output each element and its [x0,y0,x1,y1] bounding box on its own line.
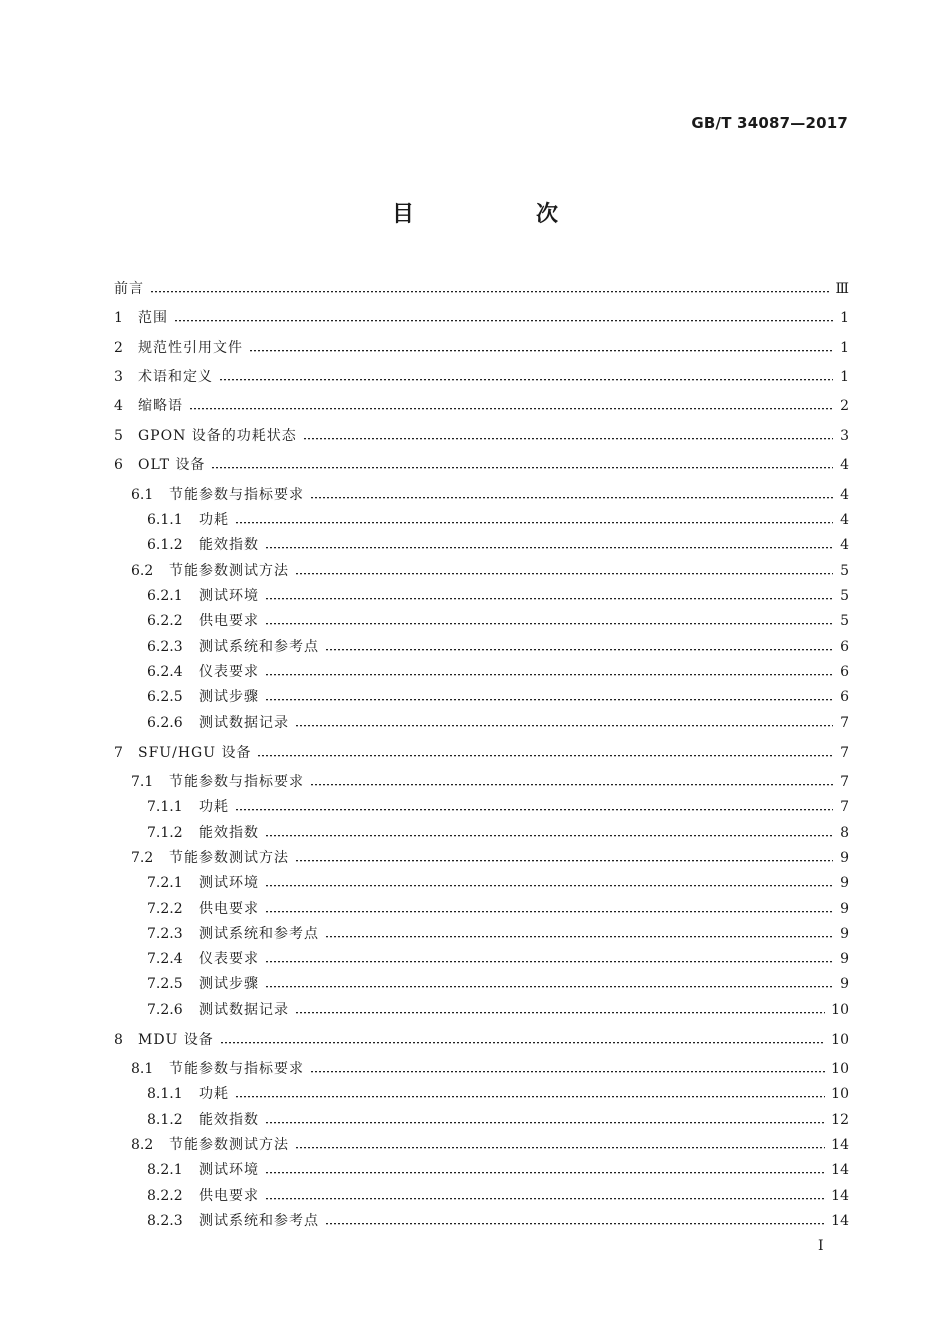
toc-entry-number: 4 [114,398,123,414]
toc-entry-page: 1 [840,369,849,385]
toc-entry-title: GPON 设备的功耗状态 [138,428,297,444]
toc-leader-dots [235,522,833,525]
toc-entry-title: 节能参数与指标要求 [169,774,304,790]
toc-entry-title: 术语和定义 [138,369,213,385]
toc-entry-title: 前言 [114,281,144,297]
toc-entry[interactable] [147,873,849,893]
toc-entry-page: 14 [831,1137,849,1153]
toc-entry-page: 1 [840,310,849,326]
toc-entry-number: 7.2.3 [147,926,183,942]
toc-entry-title: 能效指数 [199,825,259,841]
toc-entry-page: 9 [840,951,849,967]
toc-entry[interactable] [114,743,849,763]
toc-entry-number: 8.2.2 [147,1188,183,1204]
toc-entry[interactable] [131,561,849,581]
toc-entry[interactable] [114,426,849,446]
toc-entry-title: 供电要求 [199,901,259,917]
toc-leader-dots [265,699,833,702]
toc-entry-title: 规范性引用文件 [138,340,243,356]
toc-entry[interactable] [114,396,849,416]
toc-leader-dots [220,1042,825,1045]
toc-entry-title: 能效指数 [199,537,259,553]
toc-entry-title: 缩略语 [138,398,183,414]
toc-entry[interactable] [147,1084,849,1104]
toc-entry[interactable] [131,848,849,868]
toc-leader-dots [325,936,833,939]
toc-entry-page: 8 [840,825,849,841]
toc-leader-dots [265,885,833,888]
toc-entry[interactable] [114,279,849,299]
toc-leader-dots [174,320,833,323]
toc-leader-dots [310,1071,825,1074]
toc-entry-number: 7.2 [131,850,154,866]
toc-entry[interactable] [147,662,849,682]
toc-entry-page: 9 [840,901,849,917]
toc-entry[interactable] [131,1135,849,1155]
toc-entry[interactable] [114,308,849,328]
toc-entry-page: 1 [840,340,849,356]
toc-entry[interactable] [114,338,849,358]
toc-entry-title: 测试环境 [199,875,259,891]
toc-entry-number: 7.2.4 [147,951,183,967]
toc-entry-title: 测试数据记录 [199,715,289,731]
toc-entry[interactable] [147,637,849,657]
toc-entry-title: 测试数据记录 [199,1002,289,1018]
toc-entry-page: 7 [840,745,849,761]
toc-entry[interactable] [147,1110,849,1130]
toc-entry-page: 7 [840,715,849,731]
toc-entry-title: 节能参数与指标要求 [169,1061,304,1077]
toc-leader-dots [295,725,833,728]
toc-entry-page: 4 [840,537,849,553]
toc-entry[interactable] [147,611,849,631]
toc-leader-dots [265,1122,825,1125]
toc-leader-dots [295,860,833,863]
toc-entry-page: 4 [840,512,849,528]
toc-entry-number: 7.2.5 [147,976,183,992]
toc-leader-dots [295,573,833,576]
toc-leader-dots [265,986,833,989]
toc-entry-number: 7.2.2 [147,901,183,917]
toc-entry-number: 6.1.1 [147,512,183,528]
toc-leader-dots [310,784,833,787]
toc-entry-title: 仪表要求 [199,664,259,680]
toc-entry-page: 10 [831,1061,849,1077]
toc-entry-number: 6.2.6 [147,715,183,731]
toc-entry-number: 8 [114,1032,123,1048]
toc-entry-number: 2 [114,340,123,356]
toc-entry-number: 8.1 [131,1061,154,1077]
toc-entry[interactable] [131,485,849,505]
toc-leader-dots [189,408,833,411]
toc-leader-dots [265,623,833,626]
toc-entry-page: 12 [831,1112,849,1128]
toc-entry-title: 节能参数测试方法 [169,1137,289,1153]
toc-entry[interactable] [147,1160,849,1180]
toc-leader-dots [249,350,833,353]
toc-leader-dots [235,809,833,812]
toc-entry[interactable] [147,924,849,944]
toc-entry-page: 4 [840,487,849,503]
toc-leader-dots [265,674,833,677]
footer-page-number: I [818,1238,824,1254]
toc-entry-page: 10 [831,1032,849,1048]
toc-entry-number: 6.2.4 [147,664,183,680]
toc-entry-title: 测试步骤 [199,689,259,705]
toc-leader-dots [211,467,833,470]
toc-entry-title: 节能参数与指标要求 [169,487,304,503]
toc-entry-page: 10 [831,1002,849,1018]
toc-entry[interactable] [147,823,849,843]
toc-entry-page: 6 [840,664,849,680]
toc-entry-number: 6.2 [131,563,154,579]
toc-leader-dots [219,379,833,382]
toc-entry-title: 能效指数 [199,1112,259,1128]
toc-entry-number: 3 [114,369,123,385]
toc-entry-page: 14 [831,1162,849,1178]
toc-entry-page: 6 [840,639,849,655]
toc-leader-dots [265,547,833,550]
toc-entry-page: 7 [840,799,849,815]
toc-entry-page: 5 [840,588,849,604]
toc-leader-dots [325,649,833,652]
toc-entry-number: 6.1.2 [147,537,183,553]
toc-entry[interactable] [147,949,849,969]
toc-leader-dots [295,1012,825,1015]
toc-entry-title: 测试步骤 [199,976,259,992]
toc-entry-page: 9 [840,875,849,891]
toc-entry[interactable] [114,455,849,475]
toc-entry-number: 7 [114,745,123,761]
toc-entry-number: 5 [114,428,123,444]
toc-entry-page: 5 [840,563,849,579]
page-title: 目 次 [391,201,608,227]
toc-entry-number: 6.2.3 [147,639,183,655]
toc-leader-dots [257,755,833,758]
toc-leader-dots [265,835,833,838]
toc-entry-page: 14 [831,1213,849,1229]
toc-entry[interactable] [147,1186,849,1206]
toc-entry-title: 供电要求 [199,613,259,629]
toc-leader-dots [325,1223,825,1226]
toc-entry-page: 3 [840,428,849,444]
toc-entry[interactable] [114,367,849,387]
toc-entry-page: 4 [840,457,849,473]
toc-leader-dots [303,438,833,441]
toc-entry[interactable] [147,510,849,530]
toc-entry-number: 7.1 [131,774,154,790]
toc-entry[interactable] [147,797,849,817]
toc-entry-number: 7.1.2 [147,825,183,841]
toc-entry[interactable] [147,586,849,606]
toc-entry-number: 8.2.3 [147,1213,183,1229]
toc-entry-page: 9 [840,926,849,942]
toc-entry[interactable] [147,535,849,555]
toc-entry-number: 8.2 [131,1137,154,1153]
toc-entry-title: 测试环境 [199,588,259,604]
toc-entry-page: 9 [840,850,849,866]
toc-entry-title: 仪表要求 [199,951,259,967]
toc-entry-page: 6 [840,689,849,705]
toc-entry-title: 功耗 [199,512,229,528]
toc-leader-dots [295,1147,825,1150]
toc-entry-page: 2 [840,398,849,414]
standard-code: GB/T 34087—2017 [691,114,848,132]
toc-entry-title: 测试系统和参考点 [199,926,319,942]
toc-entry[interactable] [147,713,849,733]
toc-leader-dots [265,911,833,914]
toc-entry-title: 供电要求 [199,1188,259,1204]
toc-entry-number: 1 [114,310,123,326]
toc-entry-number: 8.2.1 [147,1162,183,1178]
toc-entry[interactable] [114,1030,849,1050]
toc-entry-number: 7.2.6 [147,1002,183,1018]
toc-entry[interactable] [131,1059,849,1079]
toc-entry-title: 功耗 [199,1086,229,1102]
toc-entry-page: 9 [840,976,849,992]
toc-leader-dots [150,291,829,294]
toc-entry[interactable] [131,772,849,792]
toc-entry-title: 测试环境 [199,1162,259,1178]
toc-entry-title: 功耗 [199,799,229,815]
toc-entry-page: 10 [831,1086,849,1102]
toc-entry[interactable] [147,687,849,707]
toc-entry-number: 6.1 [131,487,154,503]
toc-leader-dots [310,497,833,500]
toc-entry-title: SFU/HGU 设备 [138,745,252,761]
toc-entry-number: 8.1.1 [147,1086,183,1102]
toc-leader-dots [265,1198,825,1201]
toc-entry-title: MDU 设备 [138,1032,214,1048]
toc-leader-dots [265,961,833,964]
toc-entry-page: 5 [840,613,849,629]
toc-entry[interactable] [147,1000,849,1020]
toc-entry-title: 范围 [138,310,168,326]
toc-entry-number: 7.1.1 [147,799,183,815]
toc-entry-title: 节能参数测试方法 [169,563,289,579]
toc-entry-title: OLT 设备 [138,457,206,473]
toc-entry-number: 6.2.1 [147,588,183,604]
toc-entry-title: 测试系统和参考点 [199,639,319,655]
toc-entry-page: Ⅲ [835,281,849,297]
toc-entry-number: 7.2.1 [147,875,183,891]
toc-entry-page: 7 [840,774,849,790]
toc-leader-dots [235,1096,825,1099]
toc-entry-number: 8.1.2 [147,1112,183,1128]
toc-leader-dots [265,598,833,601]
toc-entry-title: 测试系统和参考点 [199,1213,319,1229]
toc-entry-title: 节能参数测试方法 [169,850,289,866]
toc-entry-number: 6.2.2 [147,613,183,629]
toc-leader-dots [265,1172,825,1175]
toc-entry[interactable] [147,899,849,919]
toc-entry[interactable] [147,1211,849,1231]
toc-entry-number: 6 [114,457,123,473]
toc-entry-number: 6.2.5 [147,689,183,705]
toc-entry-page: 14 [831,1188,849,1204]
toc-entry[interactable] [147,974,849,994]
